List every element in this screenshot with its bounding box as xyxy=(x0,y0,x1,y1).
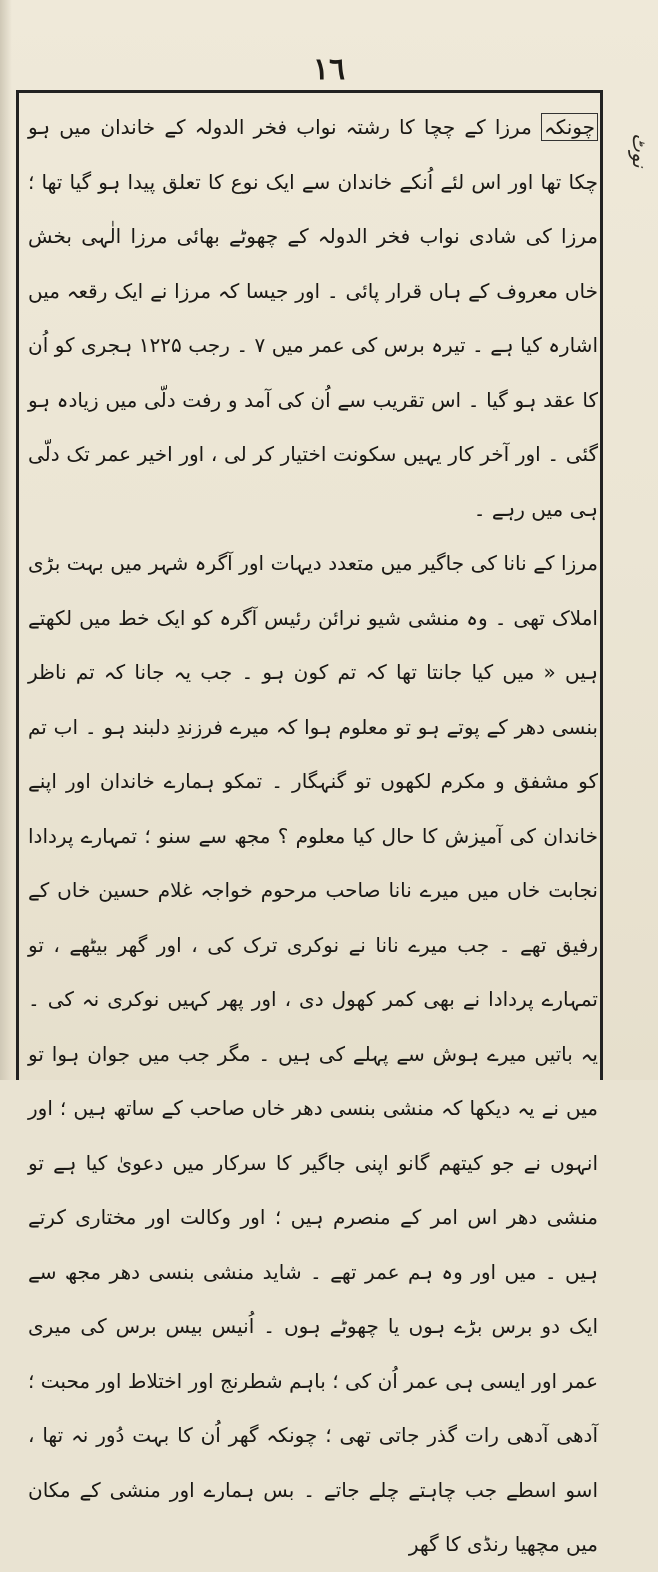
paragraph-2 xyxy=(28,536,598,1572)
paragraph-lead-word: چونکہ xyxy=(541,113,598,141)
page-number: ١٦ xyxy=(312,52,346,87)
margin-note: نوٹ xyxy=(628,133,652,168)
paragraph-text: مرزا کے نانا کی جاگیر میں متعدد دیہات اور آگرہ شہر میں بہت بڑی املاک تھی ۔ وہ منشی شیو نرائن رئیس آگرہ کو ایک خط میں لکھتے ہیں « میں کیا جانتا تھا کہ تم کون ہو ۔ جب یہ جانا کہ تم ناظر بنسی دھر کے پوتے ہو تو معلوم ہوا کہ میرے فرزندِ دلبند ہو ۔ اب تم کو مشفق و مکرم لکھوں تو گنہگار ۔ تمکو ہمارے خاندان اور اپنے خاندان کی آمیزش کا حال کیا معلوم ؟ مجھ سے سنو ؛ تمہارے پردادا نجابت خاں میں میرے نانا صاحب مرحوم خواجہ غلام حسین خاں کے رفیق تھے ۔ جب میرے نانا نے نوکری ترک کی ، اور گھر بیٹھے ، تو تمہارے پردادا نے بھی کمر کھول دی ، اور پھر کہیں نوکری نہ کی ۔ یہ باتیں میرے ہوش سے پہلے کی ہیں ۔ مگر جب میں جوان ہوا تو میں نے یہ دیکھا کہ منشی بنسی دھر خاں صاحب کے ساتھ ہیں ؛ اور انہوں نے جو کیتھم گانو اپنی جاگیر کا سرکار میں دعویٰ کیا ہے تو منشی دھر اس امر کے منصرم ہیں ؛ اور وکالت اور مختاری کرتے ہیں ۔ میں اور وہ ہم عمر تھے ۔ شاید منشی بنسی دھر مجھ سے ایک دو برس بڑے ہوں یا چھوٹے ہوں ۔ اُنیس بیس برس کی میری عمر اور ایسی ہی عمر اُن کی ؛ باہم شطرنج اور اختلاط اور محبت ؛ آدھی آدھی رات گذر جاتی تھی ؛ چونکہ گھر اُن کا بہت دُور نہ تھا ، اسو اسطے جب چاہتے چلے جاتے ۔ بس ہمارے اور منشی کے مکان میں مچھیا رنڈی کا گھر xyxy=(28,551,598,1556)
scan-edge-shadow xyxy=(0,0,12,1080)
body-text xyxy=(28,100,598,1572)
paragraph-text: مرزا کے چچا کا رشتہ نواب فخر الدولہ کے خاندان میں ہو چکا تھا اور اس لئے اُنکے خاندان سے ایک نوع کا تعلق پیدا ہو گیا تھا ؛ مرزا کی شادی نواب فخر الدولہ کے چھوٹے بھائی مرزا الٰہی بخش خاں معروف کے ہاں قرار پائی ۔ اور جیسا کہ مرزا نے ایک رقعہ میں اشارہ کیا ہے ۔ تیرہ برس کی عمر میں ۷ ۔ رجب ۱۲۲۵ ہجری کو اُن کا عقد ہو گیا ۔ اس تقریب سے اُن کی آمد و رفت دلّی میں زیادہ ہو گئی ۔ اور آخر کار یہیں سکونت اختیار کر لی ، اور اخیر عمر تک دلّی ہی میں رہے ۔ xyxy=(28,115,598,521)
paragraph-1 xyxy=(28,100,598,536)
